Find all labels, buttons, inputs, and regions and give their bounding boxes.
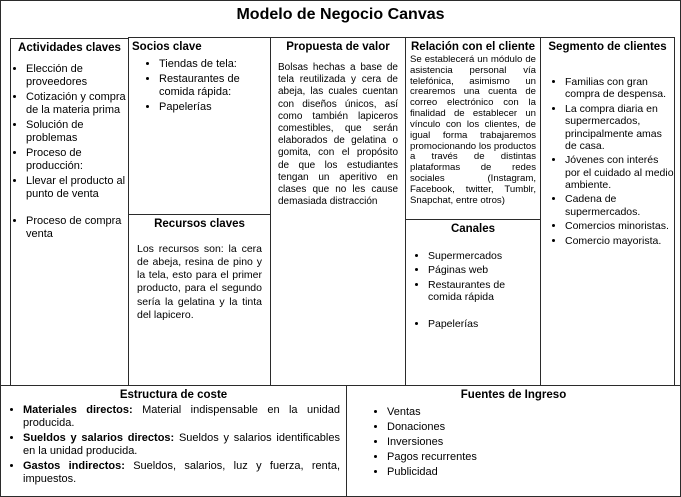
revenue-streams-list (347, 406, 680, 479)
cost-item-label: Sueldos y salarios directos: (23, 431, 175, 444)
list-item: • Proceso de producción: (26, 147, 128, 173)
key-partners-list (129, 58, 270, 114)
list-item: • Ventas (387, 406, 680, 419)
customer-relationships-text: Se establecerá un módulo de asistencia personal vía telefónica, asimismo un crearemos una cuenta de correo electrónico con la finalidad de establecer un vínculo con los clientes, de igual forma trabajaremos promocionando los productos a través de distintas plataformas de redes sociales (Instagram, Facebook, twitter, Tumblr, Snapchat, entre otros) (410, 54, 536, 206)
list-item: • Inversiones (387, 436, 680, 449)
cell-header-key-resources: Recursos claves (154, 218, 245, 230)
list-item: • Restaurantes de comida rápida: (159, 73, 270, 99)
list-item: • Cotización y compra de la materia prima (26, 91, 128, 117)
list-item: • Comercio mayorista. (565, 235, 674, 247)
list-item: • Tiendas de tela: (159, 58, 270, 71)
list-item: • Publicidad (387, 466, 680, 479)
list-item: • Páginas web (428, 264, 540, 276)
key-resources-text: Los recursos son: la cera de abeja, resina de pino y la tela, esto para el primer producto, para el segundo sería la gelatina y la tinta del lapicero. (137, 243, 262, 321)
list-item: • Cadena de supermercados. (565, 193, 674, 218)
cell-channels (405, 219, 541, 386)
cell-header-cost-structure: Estructura de coste (119, 389, 228, 401)
list-item (23, 432, 340, 458)
list-item: • Proceso de compra venta (26, 215, 128, 241)
cell-cost-structure (1, 385, 347, 496)
list-item (23, 460, 340, 486)
list-item: • Pagos recurrentes (387, 451, 680, 464)
cost-structure-list (1, 404, 346, 486)
cell-header-revenue-streams: Fuentes de Ingreso (460, 389, 567, 401)
cell-header-key-activities: Actividades claves (18, 42, 121, 54)
list-item: • Elección de proveedores (26, 63, 128, 89)
list-item: • Papelerías (159, 101, 270, 114)
list-item: • Solución de problemas (26, 119, 128, 145)
list-item (23, 404, 340, 430)
list-item: • Papelerías (428, 318, 540, 330)
list-item: • Llevar el producto al punto de venta (26, 175, 128, 201)
channels-list (406, 250, 540, 330)
value-proposition-text: Bolsas hechas a base de tela reutilizada y cera de abeja, las cuales cuentan con diseños únicos, así como también lapiceros comestibles, que serán elaborados de gelatina o gomita, con el propósito de que los estudiantes tengan un aperitivo en clases que no les cause demasiada distracción (278, 62, 398, 208)
cost-item-detail: Sueldos y salarios identificables en la unidad producida. (23, 431, 340, 457)
cost-item-label: Materiales directos: (23, 404, 133, 416)
list-item: • Supermercados (428, 250, 540, 262)
list-item: • Comercios minoristas. (565, 220, 674, 232)
list-item: • La compra diaria en supermercados, principalmente amas de casa. (565, 103, 674, 153)
cell-header-key-partners: Socios clave (132, 41, 202, 53)
list-item: • Familias con gran compra de despensa. (565, 76, 674, 101)
page-title: Modelo de Negocio Canvas (236, 6, 445, 23)
cell-key-partners (128, 37, 271, 215)
cell-header-value-proposition: Propuesta de valor (286, 41, 390, 53)
list-item: • Restaurantes de comida rápida (428, 279, 540, 304)
cell-value-proposition (270, 37, 406, 386)
key-activities-list (11, 63, 128, 241)
cell-key-resources (128, 214, 271, 386)
customer-segments-list (541, 76, 674, 247)
list-item: • Jóvenes con interés por el cuidado al medio ambiente. (565, 154, 674, 191)
list-item: • Donaciones (387, 421, 680, 434)
cell-header-customer-relationships: Relación con el cliente (411, 41, 535, 53)
cell-header-channels: Canales (450, 223, 496, 235)
cost-item-detail: Material indispensable en la unidad producida. (23, 404, 340, 429)
cost-item-detail: Sueldos, salarios, luz y fuerza, renta, impuestos. (23, 459, 340, 485)
cost-item-label: Gastos indirectos: (23, 459, 125, 472)
cell-key-activities (10, 38, 129, 386)
cell-customer-relationships (405, 37, 541, 220)
cell-header-customer-segments: Segmento de clientes (548, 41, 667, 53)
cell-customer-segments (540, 37, 675, 386)
cell-revenue-streams (347, 385, 680, 496)
